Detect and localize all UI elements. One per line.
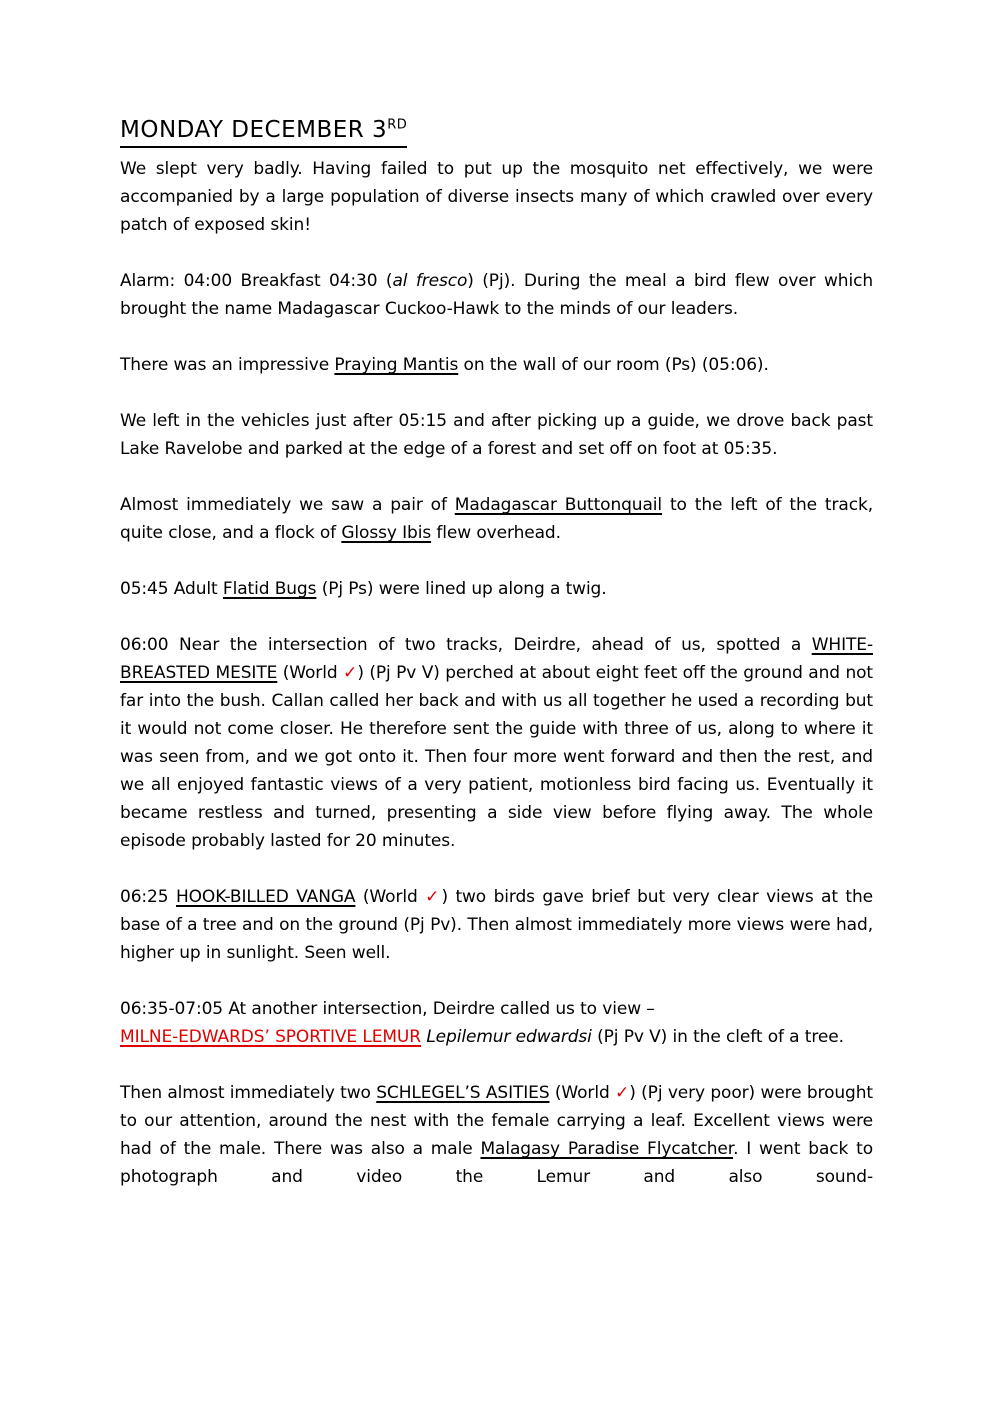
text-run: 05:45 Adult bbox=[120, 579, 223, 600]
text-run: HOOK-BILLED VANGA bbox=[175, 887, 356, 908]
text-run: Malagasy Paradise Flycatcher bbox=[480, 1139, 734, 1160]
checkmark-icon: ✓ bbox=[425, 887, 442, 908]
text-run: ) (Pj). During the meal a bird flew over which brought the name Madagascar Cuckoo-Hawk to the minds of our leaders. bbox=[120, 271, 873, 320]
paragraph bbox=[120, 883, 873, 967]
text-run: We left in the vehicles just after 05:15 and after picking up a guide, we drove back past Lake Ravelobe and parked at the edge of a forest and set off on foot at 05:35. bbox=[120, 411, 873, 460]
paragraph bbox=[120, 267, 873, 323]
paragraph bbox=[120, 351, 873, 379]
text-run: Alarm: 04:00 Breakfast 04:30 ( bbox=[120, 271, 393, 292]
paragraph bbox=[120, 631, 873, 855]
text-run: Madagascar Buttonquail bbox=[454, 495, 663, 516]
paragraph bbox=[120, 407, 873, 463]
text-run: Then almost immediately two bbox=[120, 1083, 377, 1104]
paragraph bbox=[120, 575, 873, 603]
text-run: We slept very badly. Having failed to put up the mosquito net effectively, we were accompanied by a large population of diverse insects many of which crawled over every patch of exposed skin! bbox=[120, 159, 873, 236]
text-run: flew overhead. bbox=[431, 523, 561, 544]
text-run: ) (Pj very poor) were brought to our attention, around the nest with the female carrying a leaf. Excellent views were had of the male. There was also a male bbox=[120, 1083, 873, 1160]
text-run: There was an impressive bbox=[120, 355, 335, 376]
text-run: WHITE-BREASTED MESITE bbox=[120, 635, 873, 684]
text-run: to the left of the track, quite close, and a flock of bbox=[120, 495, 873, 544]
text-run: 06:25 bbox=[120, 887, 176, 908]
paragraph bbox=[120, 1079, 873, 1191]
text-run: (World bbox=[549, 1083, 616, 1104]
text-run: ) two birds gave brief but very clear views at the base of a tree and on the ground (Pj Pv). Then almost immediately more views were had, higher up in sunlight. Seen well. bbox=[120, 887, 873, 964]
text-run: al fresco bbox=[392, 271, 468, 292]
text-run: Flatid Bugs bbox=[222, 579, 317, 600]
text-run: MILNE-EDWARDS’ SPORTIVE LEMUR bbox=[120, 1027, 421, 1048]
document-heading bbox=[120, 118, 407, 148]
text-run: ) (Pj Pv V) perched at about eight feet off the ground and not far into the bush. Callan called her back and with us all together he used a recording but it would not come closer. He therefore sent the guide with three of us, along to where it was seen from, and we got onto it. Then four more went forward and then the rest, and we all enjoyed fantastic views of a very patient, motionless bird facing us. Eventually it became restless and turned, presenting a side view before flying away. The whole episode probably lasted for 20 minutes. bbox=[120, 663, 873, 852]
paragraph bbox=[120, 155, 873, 239]
text-run: Praying Mantis bbox=[334, 355, 459, 376]
text-run: (Pj Pv V) in the cleft of a tree. bbox=[591, 1027, 844, 1048]
checkmark-icon: ✓ bbox=[615, 1083, 630, 1104]
heading-text: MONDAY DECEMBER 3 bbox=[120, 117, 388, 143]
text-run: on the wall of our room (Ps) (05:06). bbox=[458, 355, 769, 376]
text-run: SCHLEGEL’S ASITIES bbox=[376, 1083, 550, 1104]
text-run: 06:35-07:05 At another intersection, Deirdre called us to view – bbox=[120, 999, 655, 1020]
document-body bbox=[120, 155, 873, 1191]
heading-superscript: RD bbox=[387, 117, 408, 133]
text-run: Lepilemur edwardsi bbox=[426, 1027, 592, 1048]
checkmark-icon: ✓ bbox=[342, 663, 358, 684]
paragraph bbox=[120, 995, 873, 1051]
text-run: 06:00 Near the intersection of two tracks, Deirdre, ahead of us, spotted a bbox=[120, 635, 812, 656]
text-run: (World bbox=[277, 663, 343, 684]
text-run: Almost immediately we saw a pair of bbox=[120, 495, 455, 516]
text-run: . I went back to photograph and video the Lemur and also sound- bbox=[120, 1139, 873, 1188]
text-run: Glossy Ibis bbox=[341, 523, 432, 544]
text-run: (World bbox=[355, 887, 426, 908]
text-run: (Pj Ps) were lined up along a twig. bbox=[316, 579, 607, 600]
paragraph bbox=[120, 491, 873, 547]
